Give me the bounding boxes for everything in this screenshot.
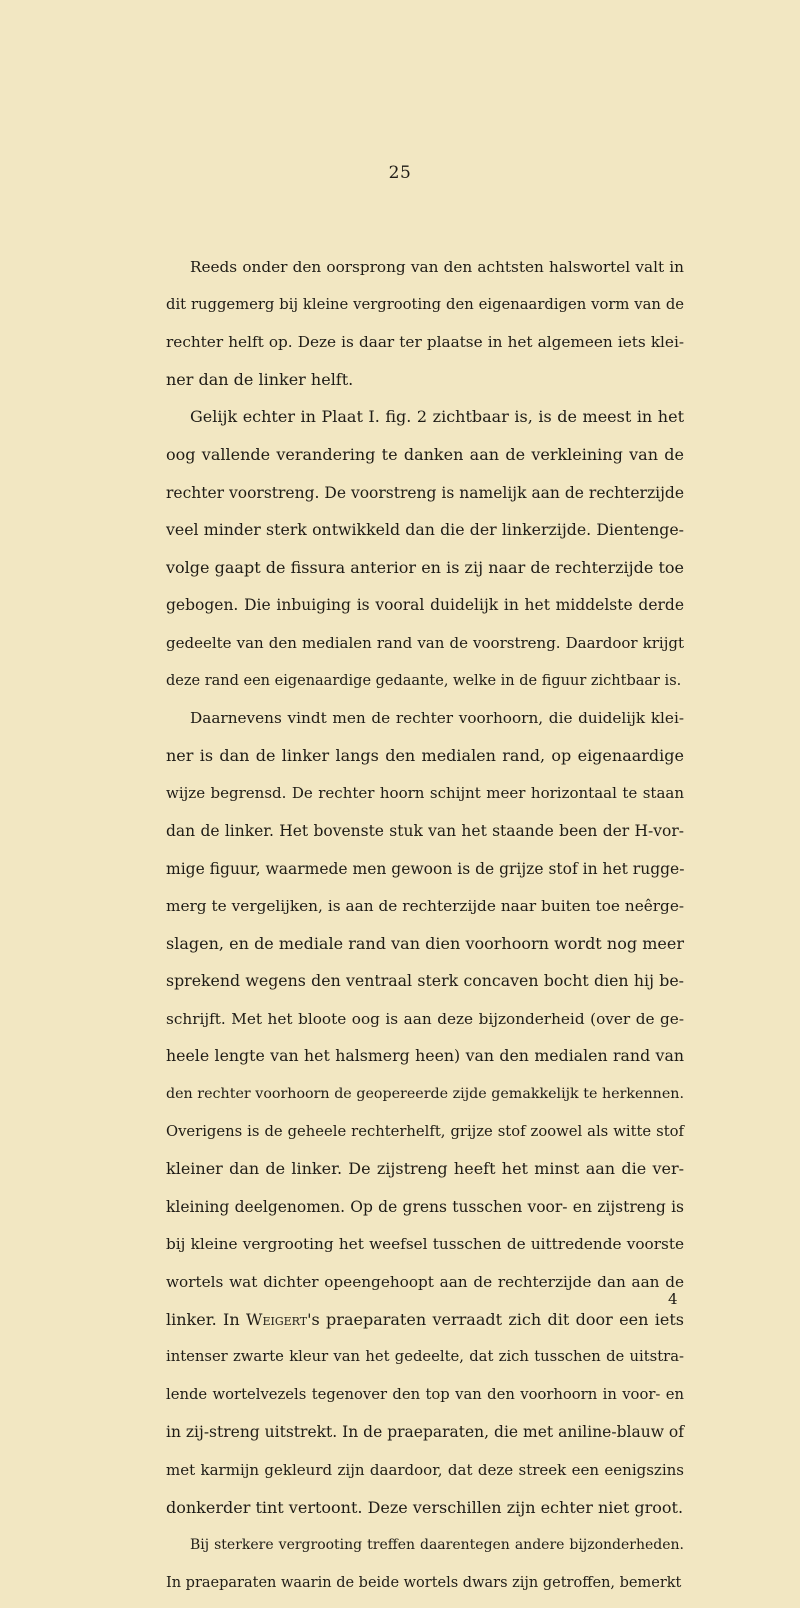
- text-line: Gelijk echter in Plaat I. fig. 2 zichtbaar is, is de meest in het: [190, 407, 684, 427]
- text-line: gebogen. Die inbuiging is vooral duidelijk in het middelste derde: [166, 596, 684, 615]
- text-line: rechter helft op. Deze is daar ter plaatse in het algemeen iets klei-: [166, 333, 684, 352]
- text-line: veel minder sterk ontwikkeld dan die der linkerzijde. Dientenge-: [166, 520, 684, 540]
- text-line: bij kleine vergrooting het weefsel tusschen de uittredende voorste: [166, 1235, 684, 1254]
- text-line: kleining deelgenomen. Op de grens tusschen voor- en zijstreng is: [166, 1197, 684, 1216]
- signature-mark: 4: [668, 1290, 678, 1308]
- text-line: donkerder tint vertoont. Deze verschillen zijn echter niet groot.: [166, 1497, 684, 1517]
- text-line: slagen, en de mediale rand van dien voorhoorn wordt nog meer: [166, 933, 684, 953]
- text-line: lende wortelvezels tegenover den top van den voorhoorn in voor- en: [166, 1385, 684, 1403]
- text-line: ner dan de linker helft.: [166, 369, 354, 389]
- page-number: 25: [388, 163, 412, 183]
- text-line: merg te vergelijken, is aan de rechterzijde naar buiten toe neêrge-: [166, 897, 684, 916]
- text-line: Overigens is de geheele rechterhelft, grijze stof zoowel als witte stof: [166, 1122, 684, 1140]
- text-line: ner is dan de linker langs den medialen rand, op eigenaardige: [166, 745, 684, 765]
- text-line: In praeparaten waarin de beide wortels dwars zijn getroffen, bemerkt: [166, 1574, 682, 1591]
- text-line: intenser zwarte kleur van het gedeelte, dat zich tusschen de uitstra-: [166, 1348, 684, 1366]
- body-text: [166, 255, 684, 1608]
- text-line: Daarnevens vindt men de rechter voorhoorn, die duidelijk klei-: [190, 709, 684, 728]
- text-line: in zij-streng uitstrekt. In de praeparaten, die met aniline-blauw of: [166, 1423, 684, 1442]
- text-line: deze rand een eigenaardige gedaante, welke in de figuur zichtbaar is.: [166, 672, 682, 689]
- text-line: wijze begrensd. De rechter hoorn schijnt meer horizontaal te staan: [166, 784, 684, 803]
- text-line: met karmijn gekleurd zijn daardoor, dat deze streek een eenigszins: [166, 1461, 684, 1479]
- text-line: schrijft. Met het bloote oog is aan deze bijzonderheid (over de ge-: [166, 1009, 684, 1028]
- text-line: oog vallende verandering te danken aan de verkleining van de: [166, 444, 684, 464]
- text-line: Bij sterkere vergrooting treffen daarentegen andere bijzonderheden.: [190, 1537, 684, 1554]
- text-line: gedeelte van den medialen rand van de voorstreng. Daardoor krijgt: [166, 633, 684, 652]
- text-line: volge gaapt de fissura anterior en is zij naar de rechterzijde toe: [166, 557, 684, 577]
- text-line: dit ruggemerg bij kleine vergrooting den eigenaardigen vorm van de: [166, 295, 684, 313]
- text-line: kleiner dan de linker. De zijstreng heeft het minst aan die ver-: [166, 1159, 684, 1179]
- text-line: sprekend wegens den ventraal sterk concaven bocht dien hij be-: [166, 971, 684, 991]
- text-line: heele lengte van het halsmerg heen) van den medialen rand van: [166, 1046, 684, 1066]
- text-line: rechter voorstreng. De voorstreng is namelijk aan de rechterzijde: [166, 483, 684, 502]
- text-line: dan de linker. Het bovenste stuk van het staande been der H-vor-: [166, 821, 684, 840]
- text-line: den rechter voorhoorn de geopereerde zijde gemakkelijk te herkennen.: [166, 1086, 684, 1103]
- text-line: Reeds onder den oorsprong van den achtsten halswortel valt in: [190, 258, 684, 276]
- text-line: mige figuur, waarmede men gewoon is de grijze stof in het rugge-: [166, 859, 685, 878]
- author-name: Weigert: [246, 1309, 308, 1329]
- text-line: linker. In Weigert's praeparaten verraadt zich dit door een iets: [166, 1309, 685, 1329]
- text-line: wortels wat dichter opeengehoopt aan de rechterzijde dan aan de: [166, 1273, 684, 1292]
